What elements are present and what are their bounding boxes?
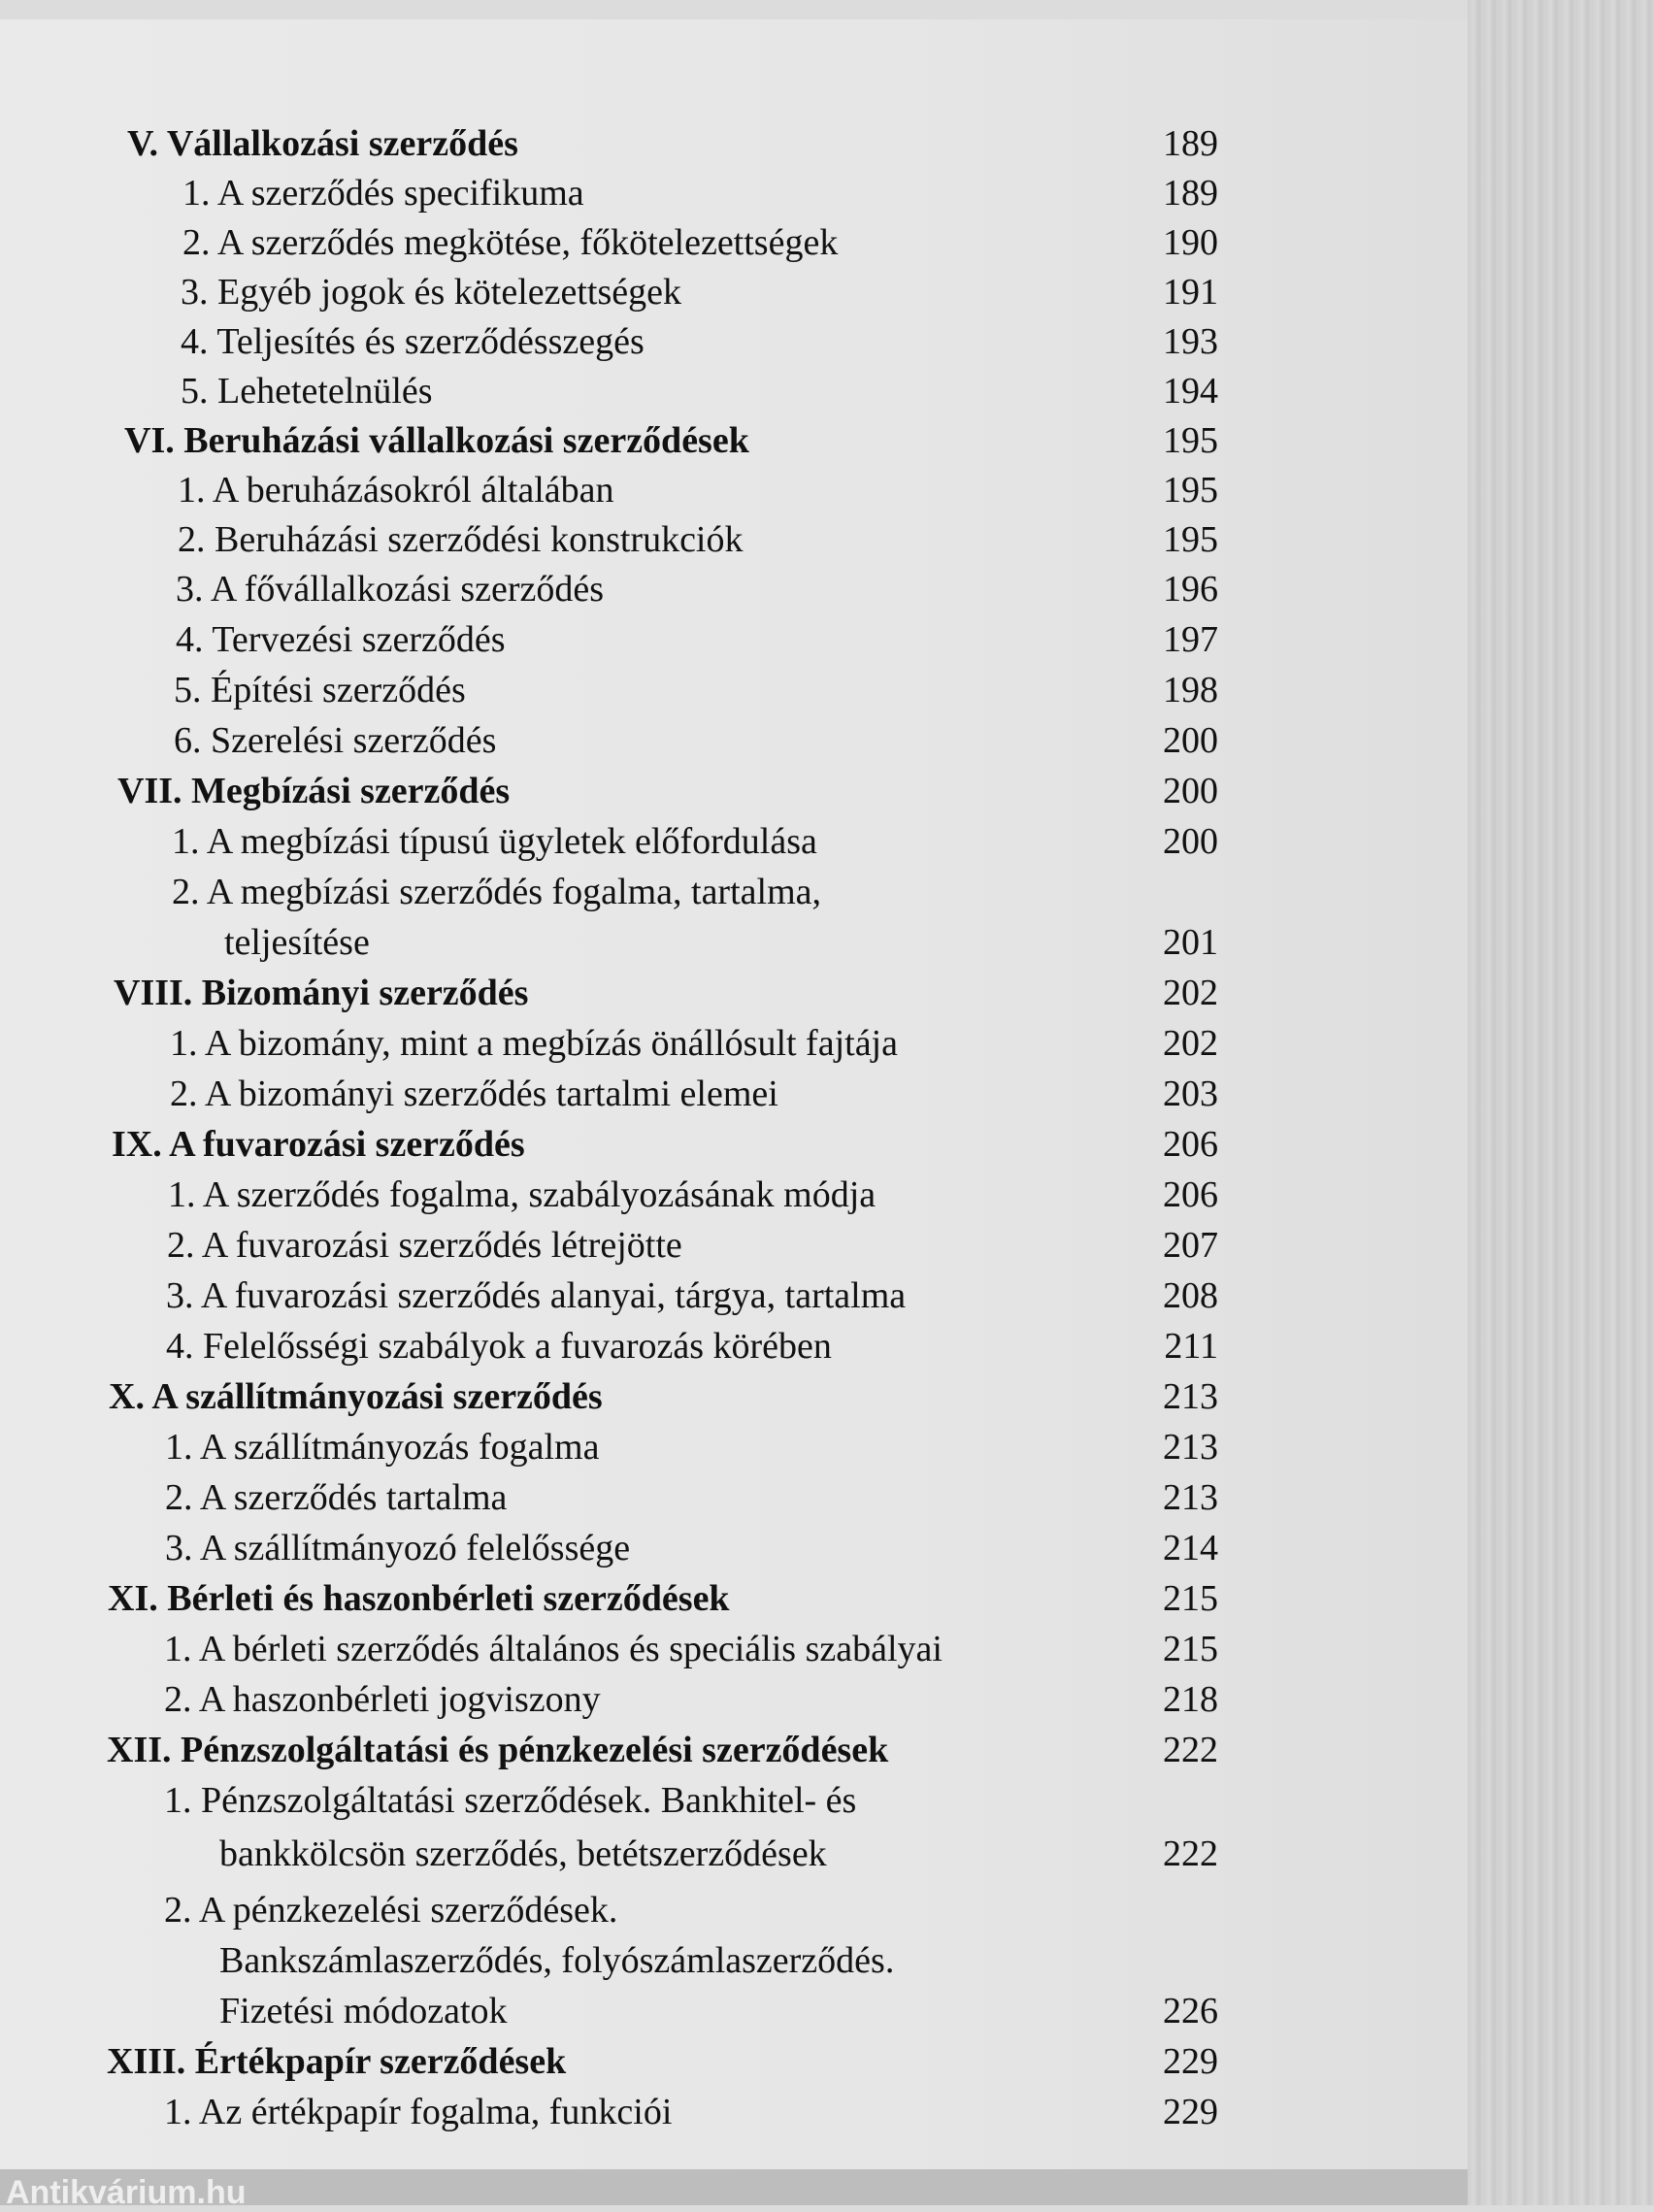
- toc-page-number: 193: [1163, 321, 1218, 362]
- toc-item: 2. A szerződés megkötése, főkötelezettségek: [182, 222, 839, 263]
- toc-page-number: 200: [1163, 720, 1218, 761]
- toc-section-title: XI. Bérleti és haszonbérleti szerződések: [108, 1578, 730, 1619]
- toc-item: 6. Szerelési szerződés: [174, 720, 497, 761]
- toc-page-number: 229: [1163, 2041, 1218, 2082]
- toc-section-title: VI. Beruházási vállalkozási szerződések: [124, 420, 749, 461]
- toc-page-number: 200: [1163, 771, 1218, 811]
- toc-item: 2. A szerződés tartalma: [165, 1477, 508, 1518]
- toc-page-number: 218: [1163, 1679, 1218, 1720]
- toc-page-number: 226: [1163, 1991, 1218, 2031]
- toc-item: 4. Felelősségi szabályok a fuvarozás körében: [166, 1326, 832, 1367]
- toc-item: 1. Az értékpapír fogalma, funkciói: [164, 2092, 673, 2132]
- toc-item: 2. A pénzkezelési szerződések.: [164, 1890, 618, 1931]
- toc-item: 4. Tervezési szerződés: [176, 619, 506, 660]
- toc-item-continuation: bankkölcsön szerződés, betétszerződések: [219, 1833, 827, 1874]
- toc-page-number: 222: [1163, 1730, 1218, 1770]
- toc-page-number: 196: [1163, 569, 1218, 610]
- toc-page-number: 190: [1163, 222, 1218, 263]
- toc-item-continuation: Bankszámlaszerződés, folyószámlaszerződés.: [219, 1940, 895, 1981]
- toc-page-number: 191: [1163, 272, 1218, 313]
- toc-section-title: XII. Pénzszolgáltatási és pénzkezelési szerződések: [107, 1730, 889, 1770]
- toc-item: 1. A beruházásokról általában: [178, 470, 614, 511]
- toc-page-number: 213: [1163, 1427, 1218, 1468]
- toc-page-number: 195: [1163, 519, 1218, 560]
- toc-item: 1. A szerződés fogalma, szabályozásának módja: [168, 1174, 877, 1215]
- toc-page-number: 229: [1163, 2092, 1218, 2132]
- toc-item: 3. A fővállalkozási szerződés: [176, 569, 605, 610]
- toc-page-number: 207: [1163, 1225, 1218, 1266]
- toc-section-title: V. Vállalkozási szerződés: [127, 123, 518, 164]
- toc-page-number: 213: [1163, 1376, 1218, 1417]
- toc-page-number: 206: [1163, 1174, 1218, 1215]
- toc-page-number: 197: [1163, 619, 1218, 660]
- toc-item: 1. Pénzszolgáltatási szerződések. Bankhitel- és: [164, 1780, 857, 1821]
- toc-item: 3. A szállítmányozó felelőssége: [165, 1528, 631, 1568]
- toc-item: 1. A bizomány, mint a megbízás önállósult fajtája: [170, 1023, 898, 1064]
- toc-page-number: 222: [1163, 1833, 1218, 1874]
- toc-page-number: 213: [1163, 1477, 1218, 1518]
- toc-item: 3. Egyéb jogok és kötelezettségek: [181, 272, 682, 313]
- toc-item: 5. Építési szerződés: [174, 670, 466, 710]
- toc-section-title: IX. A fuvarozási szerződés: [112, 1124, 525, 1165]
- toc-item: 3. A fuvarozási szerződés alanyai, tárgya, tartalma: [166, 1275, 907, 1316]
- toc-page-number: 195: [1163, 420, 1218, 461]
- toc-page-number: 200: [1163, 821, 1218, 862]
- toc-page-number: 202: [1163, 973, 1218, 1013]
- toc-page-number: 215: [1163, 1578, 1218, 1619]
- toc-page-number: 211: [1164, 1326, 1218, 1367]
- toc-page-number: 214: [1163, 1528, 1218, 1568]
- toc-page-number: 203: [1163, 1073, 1218, 1114]
- toc-item: 5. Lehetetelnülés: [181, 371, 433, 412]
- toc-page-number: 189: [1163, 173, 1218, 214]
- toc-page-number: 201: [1163, 922, 1218, 963]
- toc-item: 2. A bizományi szerződés tartalmi elemei: [170, 1073, 778, 1114]
- toc-page-number: 189: [1163, 123, 1218, 164]
- toc-item-continuation: teljesítése: [224, 922, 370, 963]
- toc-page-number: 198: [1163, 670, 1218, 710]
- toc-page-number: 194: [1163, 371, 1218, 412]
- toc-section-title: VII. Megbízási szerződés: [117, 771, 511, 811]
- toc-page-number: 206: [1163, 1124, 1218, 1165]
- toc-item: 4. Teljesítés és szerződésszegés: [181, 321, 645, 362]
- toc-page-number: 208: [1163, 1275, 1218, 1316]
- toc-page-number: 215: [1163, 1629, 1218, 1669]
- toc-page-number: 202: [1163, 1023, 1218, 1064]
- toc-section-title: XIII. Értékpapír szerződések: [107, 2041, 567, 2082]
- show-through-text: [643, 116, 1322, 1718]
- toc-item: 1. A szállítmányozás fogalma: [165, 1427, 600, 1468]
- toc-item: 2. A megbízási szerződés fogalma, tartalma,: [172, 872, 821, 912]
- toc-item-continuation: Fizetési módozatok: [219, 1991, 508, 2031]
- toc-item: 1. A szerződés specifikuma: [182, 173, 584, 214]
- page-edge-stack: [1468, 0, 1654, 2205]
- toc-item: 2. A haszonbérleti jogviszony: [164, 1679, 601, 1720]
- watermark-logo: Antikvárium.hu: [6, 2174, 247, 2211]
- toc-item: 1. A megbízási típusú ügyletek előfordulása: [172, 821, 817, 862]
- toc-page-number: 195: [1163, 470, 1218, 511]
- toc-item: 2. Beruházási szerződési konstrukciók: [178, 519, 744, 560]
- toc-item: 2. A fuvarozási szerződés létrejötte: [167, 1225, 682, 1266]
- toc-section-title: VIII. Bizományi szerződés: [114, 973, 529, 1013]
- toc-item: 1. A bérleti szerződés általános és speciális szabályai: [164, 1629, 943, 1669]
- toc-section-title: X. A szállítmányozási szerződés: [109, 1376, 603, 1417]
